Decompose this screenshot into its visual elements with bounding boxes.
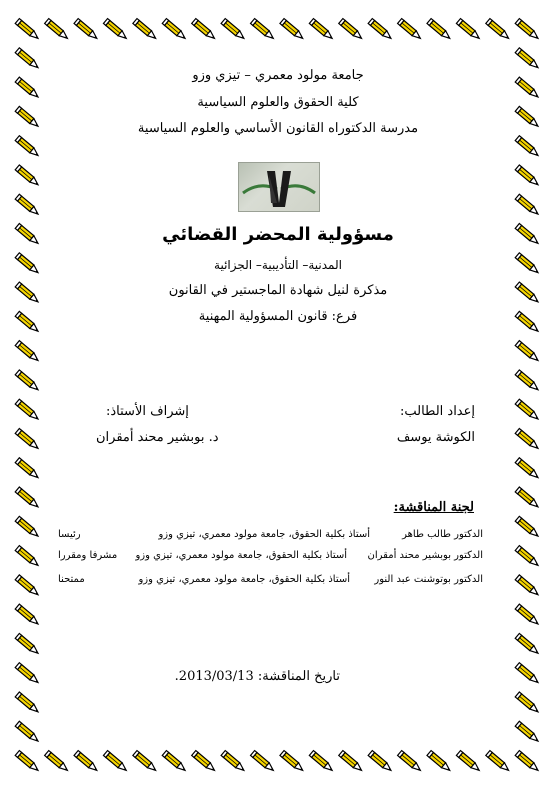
pencil-icon: [515, 487, 540, 509]
student-label: إعداد الطالب:: [399, 404, 475, 419]
pencil-icon: [15, 399, 40, 421]
pencil-icon: [251, 19, 276, 41]
member-role: رئيسا: [58, 529, 81, 540]
university-logo-icon: [238, 162, 320, 212]
pencil-icon: [15, 546, 40, 568]
pencil-icon: [103, 19, 128, 41]
pencil-icon: [515, 604, 540, 626]
pencil-icon: [398, 19, 423, 41]
pencil-icon: [280, 19, 305, 41]
pencil-icon: [15, 341, 40, 363]
supervisor-name: [96, 430, 296, 445]
member-role: مشرفا ومقررا: [58, 550, 118, 561]
pencil-icon: [398, 751, 423, 773]
pencil-icon: [368, 751, 393, 773]
pencil-icon: [133, 751, 158, 773]
pencil-icon: [456, 19, 481, 41]
pencil-icon: [192, 19, 217, 41]
pencil-icon: [15, 370, 40, 392]
pencil-icon: [251, 751, 276, 773]
pencil-icon: [15, 428, 40, 450]
member-affiliation: أستاذ بكلية الحقوق، جامعة مولود معمري، تيزي وزو: [158, 529, 370, 540]
thesis-subtitle: المدنية– التأديبية– الجزائية: [214, 258, 342, 272]
member-affiliation: أستاذ بكلية الحقوق، جامعة مولود معمري، تيزي وزو: [135, 550, 347, 561]
pencil-icon: [15, 136, 40, 158]
pencil-icon: [74, 751, 99, 773]
pencil-icon: [515, 692, 540, 714]
pencil-icon: [45, 19, 70, 41]
pencil-icon: [486, 751, 511, 773]
thesis-title: مسؤولية المحضر القضائي: [162, 224, 394, 245]
pencil-icon: [15, 19, 40, 41]
university-name: جامعة مولود معمري – تيزي وزو: [192, 68, 364, 83]
pencil-icon: [15, 165, 40, 187]
supervisor-name-text: د. بوبشير محند أمقران: [96, 430, 219, 445]
defense-date: تاريخ المناقشة: 2013/03/13.: [174, 669, 340, 684]
pencil-icon: [515, 341, 540, 363]
branch-name: فرع: قانون المسؤولية المهنية: [198, 309, 358, 324]
memo-description: مذكرة لنيل شهادة الماجستير في القانون: [168, 283, 388, 298]
pencil-icon: [15, 721, 40, 743]
committee-title: لجنة المناقشة:: [393, 500, 474, 515]
pencil-icon: [15, 633, 40, 655]
pencil-icon: [133, 19, 158, 41]
pencil-icon: [221, 751, 246, 773]
pencil-icon: [427, 19, 452, 41]
member-name: الدكتور بوتوشنت عبد النور: [374, 574, 483, 585]
pencil-icon: [15, 194, 40, 216]
pencil-icon: [74, 19, 99, 41]
pencil-icon: [515, 751, 540, 773]
pencil-icon: [515, 165, 540, 187]
pencil-icon: [45, 751, 70, 773]
pencil-icon: [515, 399, 540, 421]
pencil-icon: [515, 370, 540, 392]
student-name: الكوشة يوسف: [396, 430, 475, 445]
pencil-icon: [309, 19, 334, 41]
pencil-icon: [515, 546, 540, 568]
faculty-name: كلية الحقوق والعلوم السياسية: [197, 95, 359, 110]
pencil-icon: [309, 751, 334, 773]
pencil-icon: [15, 604, 40, 626]
pencil-icon: [515, 575, 540, 597]
pencil-icon: [162, 751, 187, 773]
pencil-icon: [515, 428, 540, 450]
pencil-icon: [339, 19, 364, 41]
member-name: الدكتور طالب طاهر: [402, 529, 483, 540]
pencil-icon: [427, 751, 452, 773]
pencil-icon: [15, 516, 40, 538]
member-role: ممتحنا: [58, 574, 85, 585]
pencil-icon: [456, 751, 481, 773]
pencil-icon: [15, 751, 40, 773]
supervisor-label-text: إشراف الأستاذ:: [106, 404, 189, 419]
pencil-icon: [515, 458, 540, 480]
pencil-icon: [486, 19, 511, 41]
member-name: الدكتور بوبشير محند أمقران: [367, 550, 483, 561]
committee-member-row: [58, 550, 483, 564]
pencil-icon: [280, 751, 305, 773]
pencil-icon: [515, 633, 540, 655]
pencil-icon: [15, 487, 40, 509]
pencil-icon: [515, 721, 540, 743]
pencil-icon: [515, 663, 540, 685]
member-affiliation: أستاذ بكلية الحقوق، جامعة مولود معمري، تيزي وزو: [138, 574, 350, 585]
supervisor-label: [106, 404, 276, 419]
pencil-icon: [15, 575, 40, 597]
committee-member-row: [58, 574, 483, 588]
doctoral-school-name: مدرسة الدكتوراه القانون الأساسي والعلوم السياسية: [137, 121, 419, 136]
pencil-icon: [339, 751, 364, 773]
pencil-icon: [15, 48, 40, 70]
pencil-icon: [515, 19, 540, 41]
pencil-icon: [15, 458, 40, 480]
pencil-icon: [15, 663, 40, 685]
committee-member-row: [58, 529, 483, 543]
pencil-icon: [368, 19, 393, 41]
pencil-icon: [515, 48, 540, 70]
pencil-icon: [192, 751, 217, 773]
pencil-icon: [515, 516, 540, 538]
pencil-icon: [103, 751, 128, 773]
pencil-icon: [221, 19, 246, 41]
pencil-icon: [162, 19, 187, 41]
pencil-icon: [15, 692, 40, 714]
pencil-icon: [515, 194, 540, 216]
pencil-icon: [515, 136, 540, 158]
